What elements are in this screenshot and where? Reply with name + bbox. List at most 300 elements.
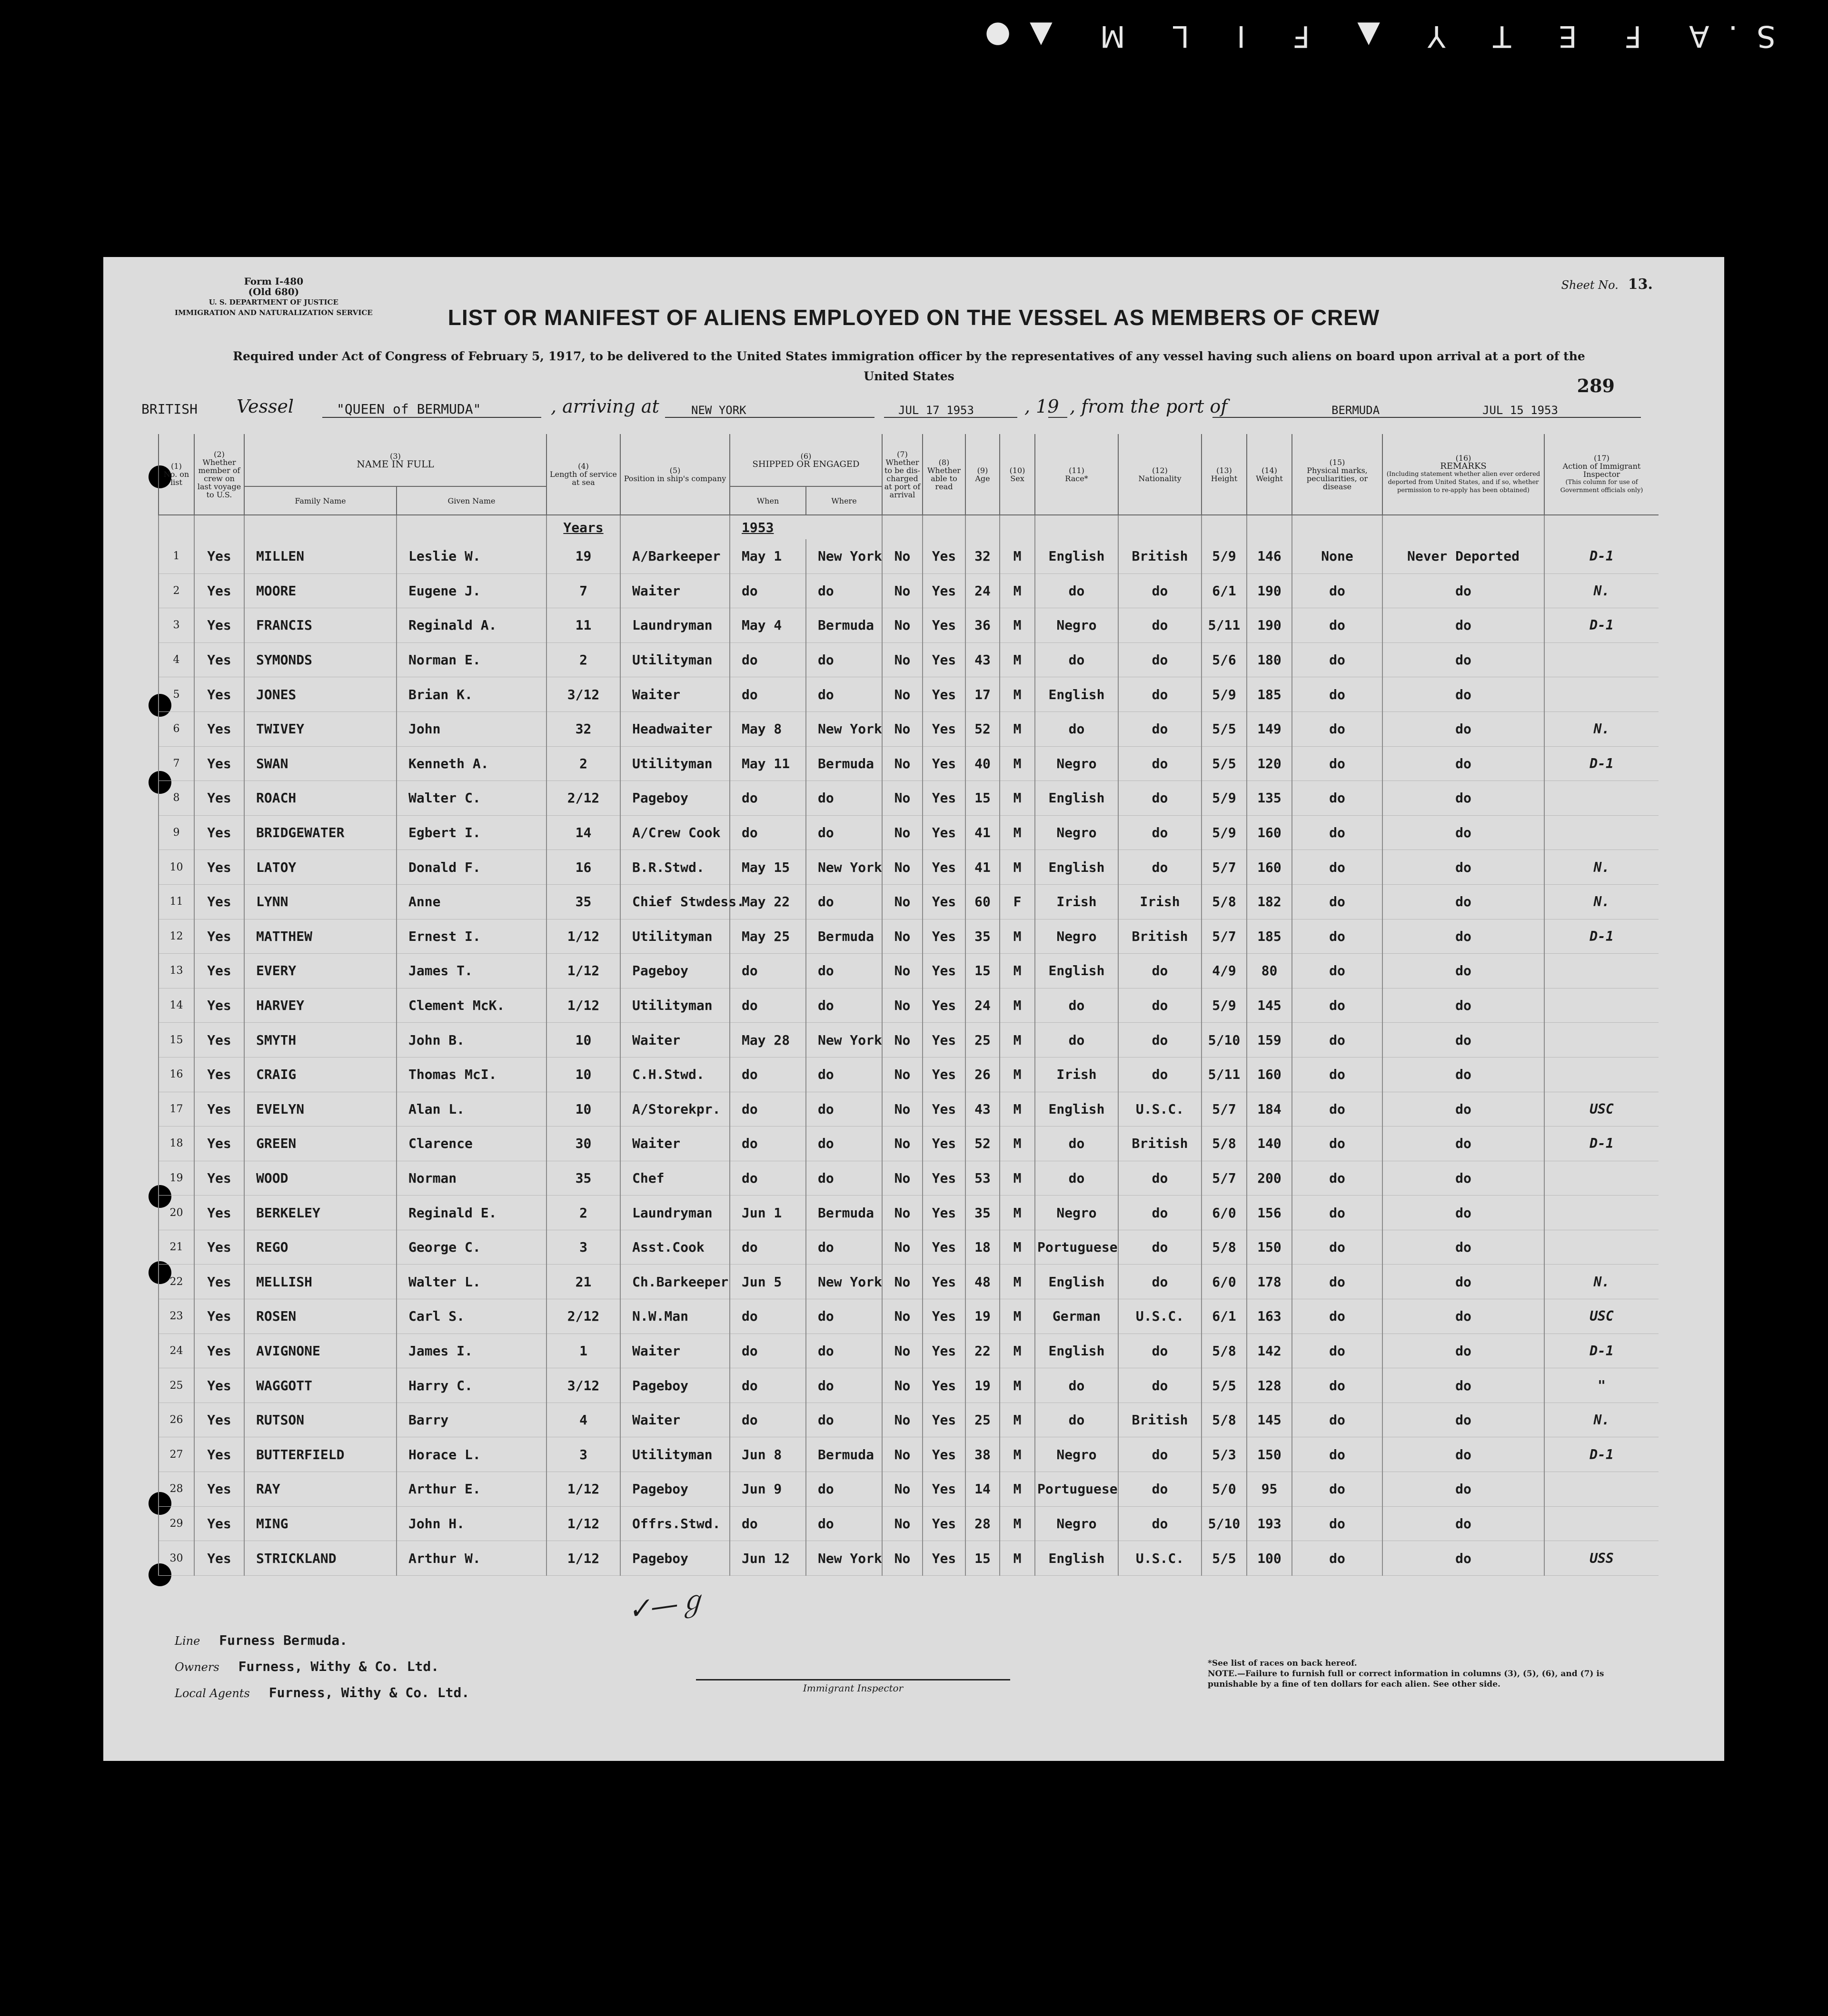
cell-n: 10 bbox=[159, 850, 194, 885]
cell-n: 4 bbox=[159, 642, 194, 677]
cell-service: 3/12 bbox=[546, 1368, 620, 1403]
cell-prev: Yes bbox=[194, 988, 244, 1023]
cell-disch: No bbox=[882, 539, 923, 573]
cell-weight: 145 bbox=[1247, 1403, 1292, 1437]
cell-height: 5/9 bbox=[1202, 539, 1247, 573]
cell-nat: do bbox=[1118, 1334, 1202, 1368]
cell-position: Utilityman bbox=[620, 919, 730, 954]
cell-prev: Yes bbox=[194, 642, 244, 677]
cell-disch: No bbox=[882, 1023, 923, 1057]
cell-family: RAY bbox=[244, 1472, 397, 1507]
cell-when: May 4 bbox=[730, 608, 806, 643]
cell-service: 35 bbox=[546, 1161, 620, 1196]
cell-family: WAGGOTT bbox=[244, 1368, 397, 1403]
cell-marks: do bbox=[1292, 1127, 1382, 1161]
cell-action: " bbox=[1544, 1368, 1659, 1403]
cell-read: Yes bbox=[923, 746, 965, 781]
cell-prev: Yes bbox=[194, 850, 244, 885]
cell-marks: do bbox=[1292, 988, 1382, 1023]
cell-nat: U.S.C. bbox=[1118, 1541, 1202, 1576]
cell-disch: No bbox=[882, 850, 923, 885]
cell-action: N. bbox=[1544, 712, 1659, 746]
cell-marks: do bbox=[1292, 1472, 1382, 1507]
cell-action: D-1 bbox=[1544, 1334, 1659, 1368]
cell-action: N. bbox=[1544, 850, 1659, 885]
cell-when: May 1 bbox=[730, 539, 806, 573]
cell-race: Irish bbox=[1035, 884, 1118, 919]
cell-sex: M bbox=[1000, 746, 1035, 781]
cell-position: B.R.Stwd. bbox=[620, 850, 730, 885]
cell-service: 1/12 bbox=[546, 919, 620, 954]
table-row bbox=[159, 1368, 1659, 1403]
table-row bbox=[159, 573, 1659, 608]
cell-read: Yes bbox=[923, 1127, 965, 1161]
cell-height: 5/11 bbox=[1202, 608, 1247, 643]
departure-date: JUL 15 1953 bbox=[1482, 404, 1558, 417]
cell-given: Norman bbox=[397, 1161, 546, 1196]
cell-race: English bbox=[1035, 1334, 1118, 1368]
cell-action: D-1 bbox=[1544, 539, 1659, 573]
cell-where: Bermuda bbox=[806, 746, 882, 781]
cell-when: May 25 bbox=[730, 919, 806, 954]
cell-n: 23 bbox=[159, 1299, 194, 1334]
cell-prev: Yes bbox=[194, 677, 244, 712]
cell-read: Yes bbox=[923, 608, 965, 643]
table-row bbox=[159, 884, 1659, 919]
department: U. S. DEPARTMENT OF JUSTICE bbox=[209, 298, 338, 306]
cell-read: Yes bbox=[923, 1196, 965, 1230]
stamp-number: 289 bbox=[1577, 375, 1615, 396]
cell-where: do bbox=[806, 884, 882, 919]
cell-sex: M bbox=[1000, 1403, 1035, 1437]
cell-marks: do bbox=[1292, 1299, 1382, 1334]
cell-remarks: do bbox=[1382, 1265, 1544, 1299]
cell-service: 2/12 bbox=[546, 781, 620, 816]
cell-n: 17 bbox=[159, 1092, 194, 1127]
cell-prev: Yes bbox=[194, 1161, 244, 1196]
cell-position: Headwaiter bbox=[620, 712, 730, 746]
cell-position: Pageboy bbox=[620, 1368, 730, 1403]
cell-when: do bbox=[730, 1299, 806, 1334]
table-row bbox=[159, 746, 1659, 781]
cell-given: James I. bbox=[397, 1334, 546, 1368]
cell-disch: No bbox=[882, 1127, 923, 1161]
inspector-signature: ✓—ℊ bbox=[625, 1583, 708, 1627]
cell-prev: Yes bbox=[194, 1368, 244, 1403]
cell-service: 32 bbox=[546, 712, 620, 746]
cell-height: 5/5 bbox=[1202, 1368, 1247, 1403]
cell-nat: do bbox=[1118, 746, 1202, 781]
cell-nat: U.S.C. bbox=[1118, 1092, 1202, 1127]
cell-where: New York bbox=[806, 1541, 882, 1576]
cell-age: 53 bbox=[965, 1161, 1000, 1196]
cell-given: Barry bbox=[397, 1403, 546, 1437]
cell-when: do bbox=[730, 1368, 806, 1403]
cell-prev: Yes bbox=[194, 746, 244, 781]
cell-race: German bbox=[1035, 1299, 1118, 1334]
table-row bbox=[159, 1506, 1659, 1541]
cell-height: 5/5 bbox=[1202, 712, 1247, 746]
cell-action bbox=[1544, 1472, 1659, 1507]
cell-marks: do bbox=[1292, 1403, 1382, 1437]
cell-sex: M bbox=[1000, 1334, 1035, 1368]
cell-position: Offrs.Stwd. bbox=[620, 1506, 730, 1541]
cell-when: do bbox=[730, 1057, 806, 1092]
table-row bbox=[159, 781, 1659, 816]
cell-marks: do bbox=[1292, 1092, 1382, 1127]
cell-when: do bbox=[730, 1161, 806, 1196]
cell-weight: 140 bbox=[1247, 1127, 1292, 1161]
cell-race: do bbox=[1035, 988, 1118, 1023]
cell-n: 26 bbox=[159, 1403, 194, 1437]
cell-given: Kenneth A. bbox=[397, 746, 546, 781]
cell-disch: No bbox=[882, 1472, 923, 1507]
cell-family: SMYTH bbox=[244, 1023, 397, 1057]
cell-sex: M bbox=[1000, 1368, 1035, 1403]
cell-remarks: do bbox=[1382, 1023, 1544, 1057]
cell-action: D-1 bbox=[1544, 1437, 1659, 1472]
cell-where: do bbox=[806, 1368, 882, 1403]
cell-disch: No bbox=[882, 1437, 923, 1472]
cell-family: SYMONDS bbox=[244, 642, 397, 677]
cell-sex: M bbox=[1000, 1541, 1035, 1576]
cell-marks: do bbox=[1292, 1196, 1382, 1230]
cell-weight: 145 bbox=[1247, 988, 1292, 1023]
cell-disch: No bbox=[882, 781, 923, 816]
cell-where: do bbox=[806, 1506, 882, 1541]
col-when: When bbox=[730, 486, 806, 515]
arrival-date: JUL 17 1953 bbox=[898, 404, 974, 417]
cell-prev: Yes bbox=[194, 919, 244, 954]
cell-position: A/Barkeeper bbox=[620, 539, 730, 573]
cell-race: Portuguese bbox=[1035, 1472, 1118, 1507]
cell-action bbox=[1544, 1230, 1659, 1265]
cell-height: 5/8 bbox=[1202, 1230, 1247, 1265]
cell-race: do bbox=[1035, 1023, 1118, 1057]
cell-action: D-1 bbox=[1544, 608, 1659, 643]
cell-service: 2 bbox=[546, 1196, 620, 1230]
cell-family: ROACH bbox=[244, 781, 397, 816]
cell-read: Yes bbox=[923, 1161, 965, 1196]
cell-marks: do bbox=[1292, 608, 1382, 643]
cell-n: 29 bbox=[159, 1506, 194, 1541]
col-given-name: Given Name bbox=[397, 486, 546, 515]
cell-when: Jun 9 bbox=[730, 1472, 806, 1507]
cell-family: EVERY bbox=[244, 954, 397, 988]
cell-marks: do bbox=[1292, 1506, 1382, 1541]
cell-sex: M bbox=[1000, 850, 1035, 885]
cell-given: John H. bbox=[397, 1506, 546, 1541]
cell-position: Waiter bbox=[620, 1023, 730, 1057]
table-row bbox=[159, 1299, 1659, 1334]
cell-given: George C. bbox=[397, 1230, 546, 1265]
cell-nat: British bbox=[1118, 1127, 1202, 1161]
cell-family: BERKELEY bbox=[244, 1196, 397, 1230]
col-age: (9) Age bbox=[965, 434, 1000, 515]
manifest-sheet bbox=[103, 257, 1724, 1761]
cell-prev: Yes bbox=[194, 1299, 244, 1334]
cell-n: 1 bbox=[159, 539, 194, 573]
cell-read: Yes bbox=[923, 642, 965, 677]
cell-race: do bbox=[1035, 712, 1118, 746]
cell-weight: 156 bbox=[1247, 1196, 1292, 1230]
cell-age: 24 bbox=[965, 988, 1000, 1023]
cell-height: 5/0 bbox=[1202, 1472, 1247, 1507]
cell-weight: 182 bbox=[1247, 884, 1292, 919]
vessel-line bbox=[141, 395, 1672, 419]
cell-nat: do bbox=[1118, 1506, 1202, 1541]
owners-value: Furness, Withy & Co. Ltd. bbox=[238, 1659, 439, 1674]
cell-prev: Yes bbox=[194, 884, 244, 919]
cell-read: Yes bbox=[923, 1506, 965, 1541]
cell-family: MING bbox=[244, 1506, 397, 1541]
cell-age: 52 bbox=[965, 712, 1000, 746]
cell-marks: do bbox=[1292, 1541, 1382, 1576]
cell-sex: M bbox=[1000, 954, 1035, 988]
cell-age: 36 bbox=[965, 608, 1000, 643]
cell-prev: Yes bbox=[194, 1403, 244, 1437]
cell-given: Norman E. bbox=[397, 642, 546, 677]
cell-read: Yes bbox=[923, 1334, 965, 1368]
cell-nat: do bbox=[1118, 573, 1202, 608]
cell-service: 1/12 bbox=[546, 954, 620, 988]
cell-race: do bbox=[1035, 642, 1118, 677]
cell-height: 6/1 bbox=[1202, 1299, 1247, 1334]
cell-given: James T. bbox=[397, 954, 546, 988]
cell-service: 16 bbox=[546, 850, 620, 885]
col-prev: (2) Whether member of crew on last voyage to U.S. bbox=[194, 434, 244, 515]
cell-age: 14 bbox=[965, 1472, 1000, 1507]
cell-family: MATTHEW bbox=[244, 919, 397, 954]
cell-weight: 135 bbox=[1247, 781, 1292, 816]
cell-race: English bbox=[1035, 1092, 1118, 1127]
cell-read: Yes bbox=[923, 781, 965, 816]
cell-when: Jun 8 bbox=[730, 1437, 806, 1472]
cell-service: 10 bbox=[546, 1057, 620, 1092]
table-row bbox=[159, 1196, 1659, 1230]
cell-remarks: do bbox=[1382, 884, 1544, 919]
col-remarks: (16) REMARKS (Including statement whether alien ever ordered deported from United States, and if so, whether permission to re-apply has been obtained) bbox=[1382, 434, 1544, 515]
cell-given: Leslie W. bbox=[397, 539, 546, 573]
cell-race: Negro bbox=[1035, 608, 1118, 643]
col-nationality: (12) Nationality bbox=[1118, 434, 1202, 515]
table-row bbox=[159, 608, 1659, 643]
cell-sex: M bbox=[1000, 539, 1035, 573]
cell-action: D-1 bbox=[1544, 1127, 1659, 1161]
cell-sex: M bbox=[1000, 677, 1035, 712]
cell-height: 5/9 bbox=[1202, 677, 1247, 712]
cell-given: Donald F. bbox=[397, 850, 546, 885]
table-row bbox=[159, 1023, 1659, 1057]
cell-given: Horace L. bbox=[397, 1437, 546, 1472]
cell-height: 5/7 bbox=[1202, 919, 1247, 954]
cell-nat: do bbox=[1118, 1230, 1202, 1265]
cell-sex: M bbox=[1000, 573, 1035, 608]
cell-family: EVELYN bbox=[244, 1092, 397, 1127]
cell-position: Utilityman bbox=[620, 1437, 730, 1472]
cell-where: New York bbox=[806, 712, 882, 746]
cell-marks: do bbox=[1292, 1368, 1382, 1403]
col-position: (5) Position in ship's company bbox=[620, 434, 730, 515]
cell-where: do bbox=[806, 1230, 882, 1265]
cell-position: A/Storekpr. bbox=[620, 1092, 730, 1127]
cell-position: Chief Stwdess. bbox=[620, 884, 730, 919]
service: IMMIGRATION AND NATURALIZATION SERVICE bbox=[175, 308, 373, 317]
cell-disch: No bbox=[882, 746, 923, 781]
cell-age: 41 bbox=[965, 815, 1000, 850]
col-discharge: (7) Whether to be dis-charged at port of arrival bbox=[882, 434, 923, 515]
cell-where: New York bbox=[806, 850, 882, 885]
table-row bbox=[159, 1161, 1659, 1196]
cell-remarks: do bbox=[1382, 1127, 1544, 1161]
cell-where: New York bbox=[806, 1023, 882, 1057]
cell-remarks: do bbox=[1382, 1368, 1544, 1403]
cell-n: 7 bbox=[159, 746, 194, 781]
form-number: Form I-480 bbox=[244, 276, 304, 287]
cell-disch: No bbox=[882, 1368, 923, 1403]
cell-marks: do bbox=[1292, 746, 1382, 781]
cell-disch: No bbox=[882, 884, 923, 919]
cell-read: Yes bbox=[923, 1092, 965, 1127]
cell-sex: M bbox=[1000, 1127, 1035, 1161]
cell-age: 52 bbox=[965, 1127, 1000, 1161]
cell-marks: do bbox=[1292, 884, 1382, 919]
cell-height: 5/9 bbox=[1202, 781, 1247, 816]
footer-block bbox=[175, 1628, 469, 1706]
cell-action bbox=[1544, 1196, 1659, 1230]
cell-race: Negro bbox=[1035, 746, 1118, 781]
cell-where: Bermuda bbox=[806, 1437, 882, 1472]
cell-age: 43 bbox=[965, 642, 1000, 677]
cell-when: do bbox=[730, 1230, 806, 1265]
cell-position: Utilityman bbox=[620, 746, 730, 781]
cell-when: do bbox=[730, 677, 806, 712]
cell-disch: No bbox=[882, 1541, 923, 1576]
cell-marks: do bbox=[1292, 1230, 1382, 1265]
cell-prev: Yes bbox=[194, 815, 244, 850]
cell-remarks: do bbox=[1382, 781, 1544, 816]
cell-weight: 184 bbox=[1247, 1092, 1292, 1127]
cell-sex: M bbox=[1000, 815, 1035, 850]
line-value: Furness Bermuda. bbox=[219, 1632, 348, 1648]
cell-prev: Yes bbox=[194, 712, 244, 746]
cell-read: Yes bbox=[923, 954, 965, 988]
cell-height: 5/3 bbox=[1202, 1437, 1247, 1472]
cell-action bbox=[1544, 988, 1659, 1023]
cell-nat: do bbox=[1118, 850, 1202, 885]
cell-remarks: do bbox=[1382, 815, 1544, 850]
cell-service: 3 bbox=[546, 1437, 620, 1472]
col-no: (1) No. on list bbox=[159, 434, 194, 515]
form-old-number: (Old 680) bbox=[248, 286, 299, 297]
cell-sex: M bbox=[1000, 712, 1035, 746]
cell-weight: 180 bbox=[1247, 642, 1292, 677]
cell-n: 8 bbox=[159, 781, 194, 816]
cell-weight: 142 bbox=[1247, 1334, 1292, 1368]
cell-marks: do bbox=[1292, 1057, 1382, 1092]
cell-nat: do bbox=[1118, 1196, 1202, 1230]
cell-position: Pageboy bbox=[620, 781, 730, 816]
cell-position: Chef bbox=[620, 1161, 730, 1196]
cell-read: Yes bbox=[923, 1541, 965, 1576]
cell-family: MELLISH bbox=[244, 1265, 397, 1299]
cell-n: 12 bbox=[159, 919, 194, 954]
cell-read: Yes bbox=[923, 1472, 965, 1507]
cell-service: 1/12 bbox=[546, 1506, 620, 1541]
cell-race: do bbox=[1035, 573, 1118, 608]
cell-marks: do bbox=[1292, 954, 1382, 988]
cell-remarks: do bbox=[1382, 1230, 1544, 1265]
cell-height: 5/9 bbox=[1202, 815, 1247, 850]
cell-race: English bbox=[1035, 850, 1118, 885]
cell-height: 5/7 bbox=[1202, 1161, 1247, 1196]
cell-marks: do bbox=[1292, 1023, 1382, 1057]
cell-sex: M bbox=[1000, 1472, 1035, 1507]
cell-family: CRAIG bbox=[244, 1057, 397, 1092]
cell-sex: M bbox=[1000, 988, 1035, 1023]
cell-remarks: Never Deported bbox=[1382, 539, 1544, 573]
cell-height: 5/11 bbox=[1202, 1057, 1247, 1092]
cell-read: Yes bbox=[923, 1265, 965, 1299]
cell-action: USC bbox=[1544, 1299, 1659, 1334]
cell-n: 14 bbox=[159, 988, 194, 1023]
cell-sex: M bbox=[1000, 1437, 1035, 1472]
cell-position: Waiter bbox=[620, 1334, 730, 1368]
cell-n: 13 bbox=[159, 954, 194, 988]
cell-where: New York bbox=[806, 539, 882, 573]
table-row bbox=[159, 539, 1659, 573]
cell-given: Walter L. bbox=[397, 1265, 546, 1299]
cell-when: do bbox=[730, 815, 806, 850]
cell-nat: Irish bbox=[1118, 884, 1202, 919]
cell-where: New York bbox=[806, 1265, 882, 1299]
cell-sex: M bbox=[1000, 781, 1035, 816]
cell-race: do bbox=[1035, 1403, 1118, 1437]
cell-given: Alan L. bbox=[397, 1092, 546, 1127]
cell-family: RUTSON bbox=[244, 1403, 397, 1437]
years-label: Years bbox=[546, 515, 620, 539]
cell-weight: 193 bbox=[1247, 1506, 1292, 1541]
table-row bbox=[159, 1541, 1659, 1576]
table-row bbox=[159, 815, 1659, 850]
cell-nat: do bbox=[1118, 781, 1202, 816]
cell-prev: Yes bbox=[194, 1265, 244, 1299]
cell-remarks: do bbox=[1382, 642, 1544, 677]
cell-when: do bbox=[730, 988, 806, 1023]
cell-read: Yes bbox=[923, 1403, 965, 1437]
cell-disch: No bbox=[882, 1196, 923, 1230]
cell-race: English bbox=[1035, 1265, 1118, 1299]
cell-disch: No bbox=[882, 954, 923, 988]
cell-sex: M bbox=[1000, 1196, 1035, 1230]
cell-family: JONES bbox=[244, 677, 397, 712]
cell-read: Yes bbox=[923, 1230, 965, 1265]
cell-service: 3 bbox=[546, 1230, 620, 1265]
cell-read: Yes bbox=[923, 815, 965, 850]
cell-marks: do bbox=[1292, 712, 1382, 746]
cell-family: HARVEY bbox=[244, 988, 397, 1023]
cell-age: 28 bbox=[965, 1506, 1000, 1541]
cell-position: N.W.Man bbox=[620, 1299, 730, 1334]
cell-age: 18 bbox=[965, 1230, 1000, 1265]
cell-action bbox=[1544, 1023, 1659, 1057]
cell-family: ROSEN bbox=[244, 1299, 397, 1334]
cell-action: N. bbox=[1544, 573, 1659, 608]
cell-weight: 185 bbox=[1247, 677, 1292, 712]
cell-action bbox=[1544, 1057, 1659, 1092]
cell-disch: No bbox=[882, 1230, 923, 1265]
cell-family: REGO bbox=[244, 1230, 397, 1265]
